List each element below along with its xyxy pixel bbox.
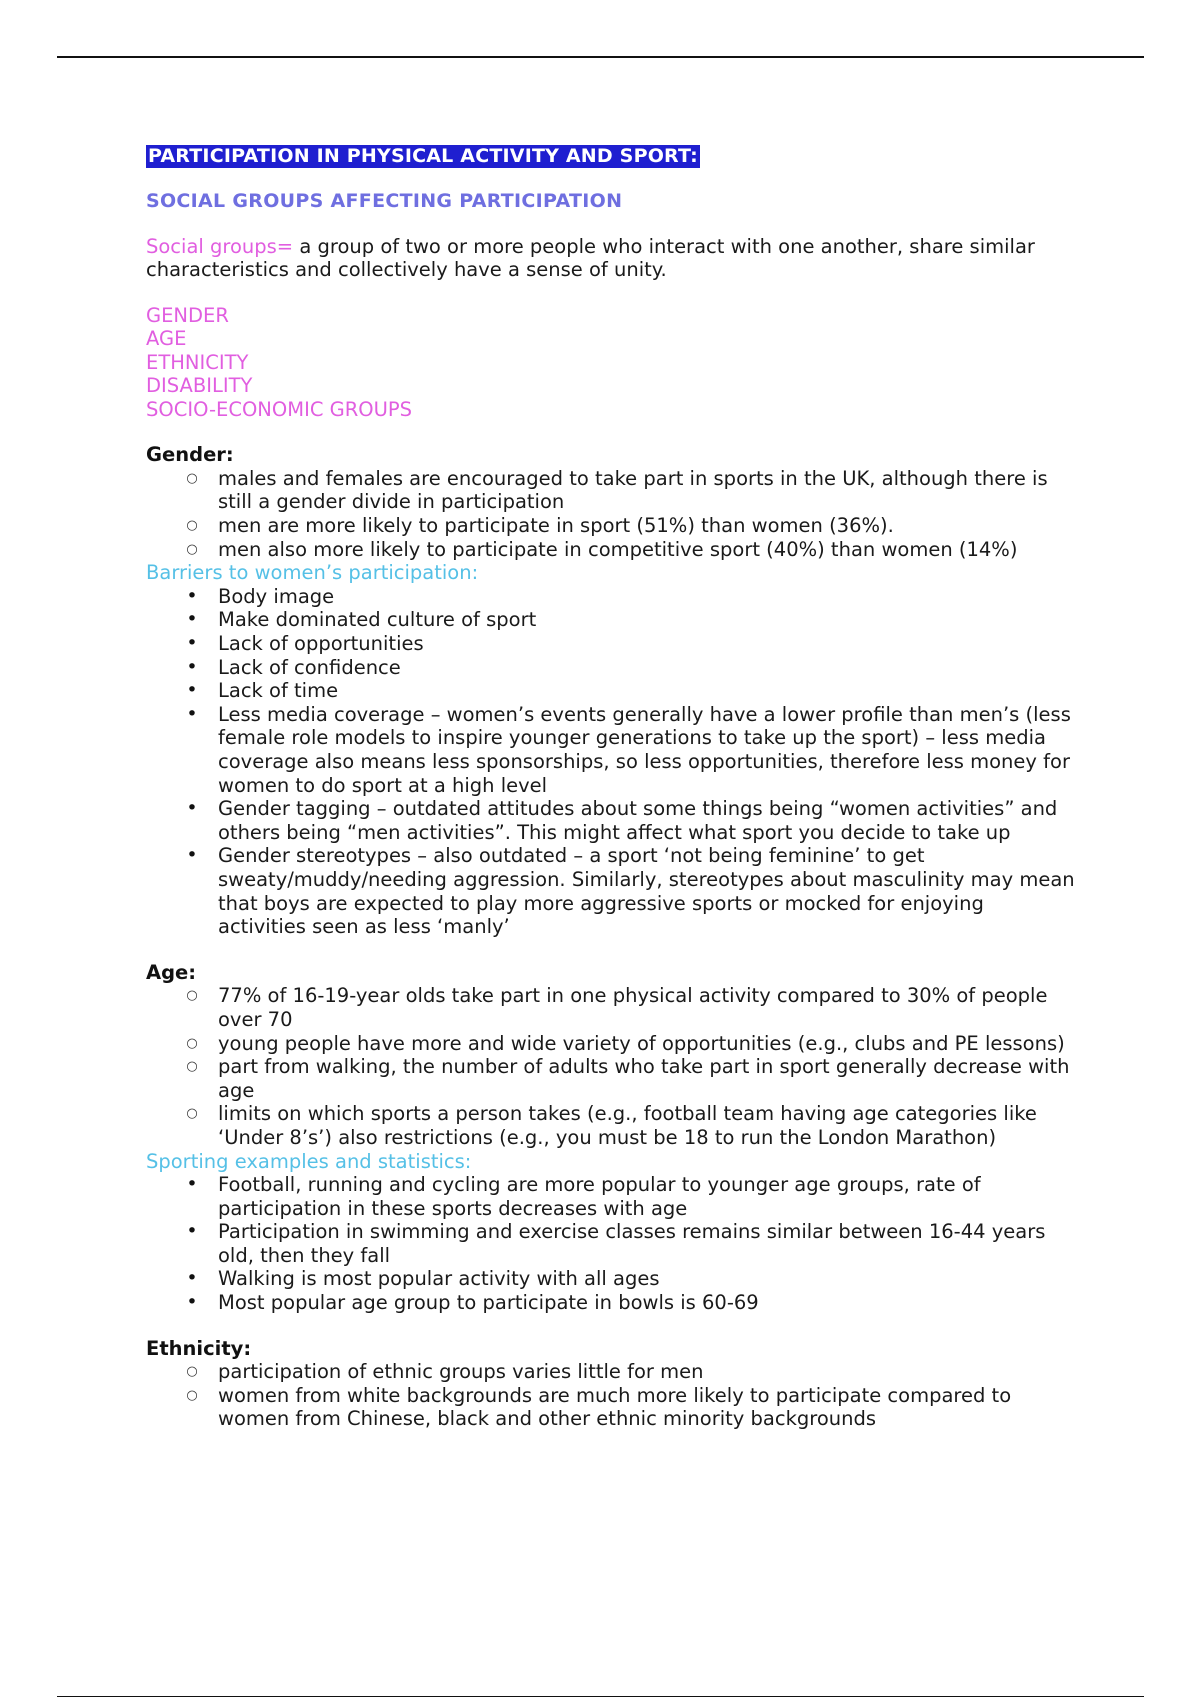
section-subtitle: SOCIAL GROUPS AFFECTING PARTICIPATION <box>146 190 623 212</box>
circle-bullet-icon: ○ <box>186 988 198 1004</box>
circle-bullet-icon: ○ <box>186 1364 198 1380</box>
circle-bullet-icon: ○ <box>186 1106 198 1122</box>
list-item: • Body image <box>146 585 1076 609</box>
age-heading: Age: <box>146 960 197 984</box>
group-item: AGE <box>146 327 187 351</box>
barriers-heading: Barriers to women’s participation: <box>146 561 479 585</box>
page-title: PARTICIPATION IN PHYSICAL ACTIVITY AND SPORT: <box>148 145 698 167</box>
bullet-icon: • <box>186 702 198 725</box>
examples-heading: Sporting examples and statistics: <box>146 1149 472 1173</box>
list-item: • Most popular age group to participate in bowls is 60-69 <box>146 1291 1076 1315</box>
list-item: • Make dominated culture of sport <box>146 608 1076 632</box>
list-item: ○ part from walking, the number of adults who take part in sport generally decrease with age <box>146 1055 1076 1102</box>
group-item: GENDER <box>146 303 229 327</box>
circle-bullet-icon: ○ <box>186 1387 198 1403</box>
top-rule <box>57 56 1144 58</box>
bullet-icon: • <box>186 1173 198 1196</box>
circle-bullet-icon: ○ <box>186 470 198 486</box>
list-item: • Football, running and cycling are more popular to younger age groups, rate of participation in these sports decreases with age <box>146 1173 1076 1220</box>
definition-text: a group of two or more people who interact with one another, share similar characteristics and collectively have a sense of unity. <box>146 234 1035 282</box>
social-groups-list <box>146 304 1076 422</box>
ethnicity-heading: Ethnicity: <box>146 1336 252 1360</box>
gender-heading: Gender: <box>146 443 234 467</box>
group-item: DISABILITY <box>146 374 253 398</box>
list-item: • Gender tagging – outdated attitudes about some things being “women activities” and others being “men activities”. This might affect what sport you decide to take up <box>146 797 1076 844</box>
list-item: ○ 77% of 16-19-year olds take part in one physical activity compared to 30% of people over 70 <box>146 984 1076 1031</box>
bullet-icon: • <box>186 797 198 820</box>
ethnicity-points <box>146 1360 1076 1431</box>
definition-paragraph <box>146 235 1076 282</box>
bullet-icon: • <box>186 584 198 607</box>
list-item: • Less media coverage – women’s events generally have a lower profile than men’s (less female role models to inspire younger generations to take up the sport) – less media coverage also means less sponsorships, so less opportunities, therefore less money for women to do sport at a high level <box>146 703 1076 797</box>
bullet-icon: • <box>186 679 198 702</box>
bullet-icon: • <box>186 1220 198 1243</box>
list-item: ○ men also more likely to participate in competitive sport (40%) than women (14%) <box>146 538 1076 562</box>
examples-list <box>146 1173 1076 1315</box>
list-item: • Gender stereotypes – also outdated – a sport ‘not being feminine’ to get sweaty/muddy/needing aggression. Similarly, stereotypes about masculinity may mean that boys are expected to play more aggressive sports or mocked for enjoying activities seen as less ‘manly’ <box>146 844 1076 938</box>
bullet-icon: • <box>186 1291 198 1314</box>
circle-bullet-icon: ○ <box>186 518 198 534</box>
bullet-icon: • <box>186 844 198 867</box>
gender-points <box>146 467 1076 561</box>
bottom-rule <box>57 1696 1144 1697</box>
list-item: ○ young people have more and wide variety of opportunities (e.g., clubs and PE lessons) <box>146 1032 1076 1056</box>
barriers-list <box>146 585 1076 939</box>
list-item: ○ women from white backgrounds are much more likely to participate compared to women from Chinese, black and other ethnic minority backgrounds <box>146 1384 1076 1431</box>
circle-bullet-icon: ○ <box>186 541 198 557</box>
bullet-icon: • <box>186 632 198 655</box>
list-item: ○ limits on which sports a person takes (e.g., football team having age categories like ‘Under 8’s’) also restrictions (e.g., you must be 18 to run the London Marathon) <box>146 1102 1076 1149</box>
document-body <box>146 144 1076 1431</box>
group-item: ETHNICITY <box>146 350 249 374</box>
title-line <box>146 144 1076 168</box>
bullet-icon: • <box>186 608 198 631</box>
list-item: • Lack of confidence <box>146 656 1076 680</box>
bullet-icon: • <box>186 655 198 678</box>
list-item: • Participation in swimming and exercise classes remains similar between 16-44 years old, then they fall <box>146 1220 1076 1267</box>
list-item: ○ males and females are encouraged to take part in sports in the UK, although there is still a gender divide in participation <box>146 467 1076 514</box>
list-item: • Lack of time <box>146 679 1076 703</box>
circle-bullet-icon: ○ <box>186 1035 198 1051</box>
list-item: ○ participation of ethnic groups varies little for men <box>146 1360 1076 1384</box>
age-points <box>146 984 1076 1149</box>
circle-bullet-icon: ○ <box>186 1059 198 1075</box>
list-item: • Walking is most popular activity with all ages <box>146 1267 1076 1291</box>
list-item: • Lack of opportunities <box>146 632 1076 656</box>
group-item: SOCIO-ECONOMIC GROUPS <box>146 397 413 421</box>
bullet-icon: • <box>186 1267 198 1290</box>
definition-term: Social groups= <box>146 234 294 258</box>
list-item: ○ men are more likely to participate in sport (51%) than women (36%). <box>146 514 1076 538</box>
